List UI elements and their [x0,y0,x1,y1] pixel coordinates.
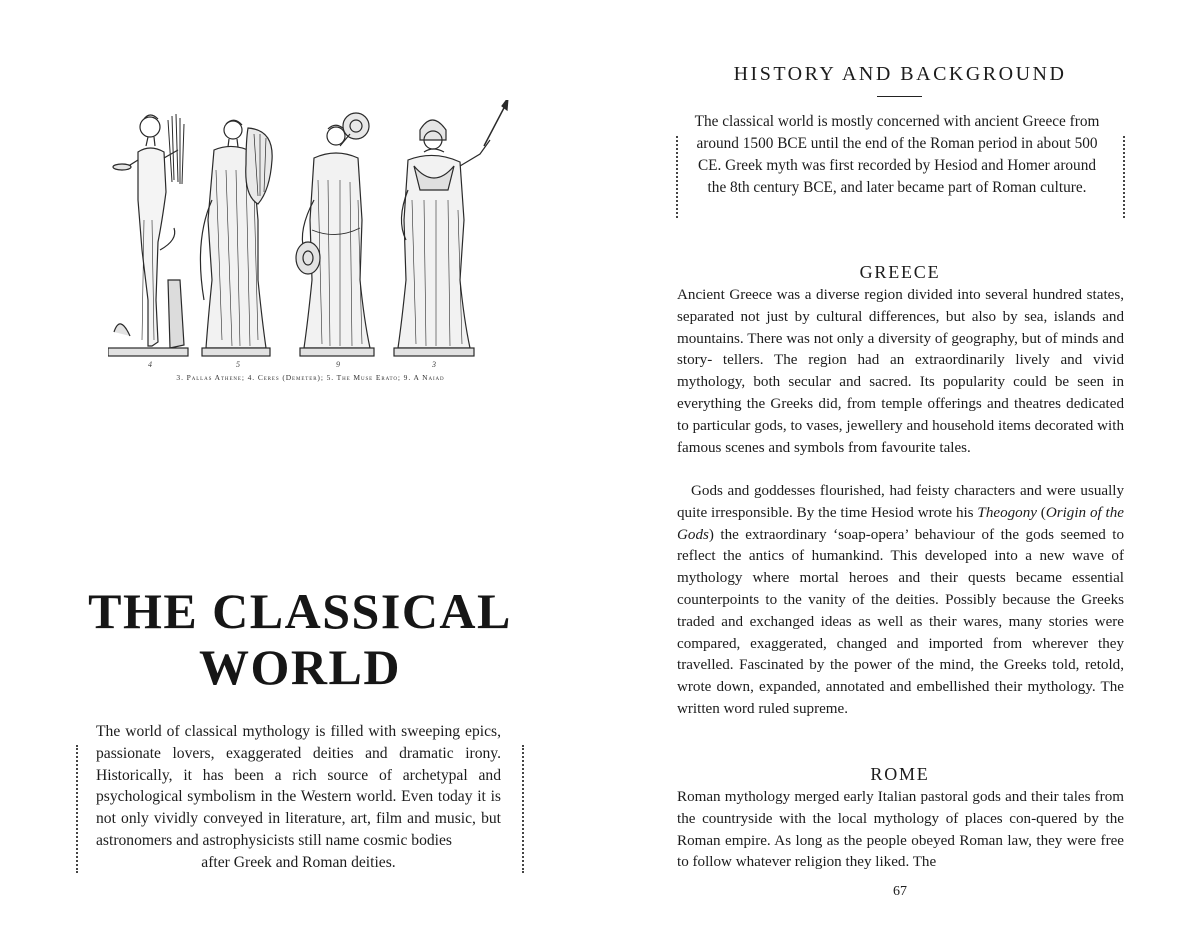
paragraph-text: Gods and goddesses flourished, had feisty characters and were usually quite irresponsible. By the time Hesiod wrote his [677,483,1124,521]
ceres-statue [296,113,370,348]
heading-rule [877,96,922,97]
figure-number: 3 [432,360,436,369]
muse-erato-statue [200,120,272,348]
book-title-translation: Origin of the Gods [677,504,1124,543]
figure-number: 4 [148,360,152,369]
page-number: 67 [893,884,907,899]
chapter-intro-text: The world of classical mythology is filled with sweeping epics, passionate lovers, exaggerated deities and dramatic irony. Historically, it has been a rich source of archetypal and psychological symbolism in the Western world. Even today it is not only vividly conveyed in literature, art, film and music, but astronomers and astrophysicists still name cosmic bodies [96,723,501,849]
section-intro-paragraph: The classical world is mostly concerned with ancient Greece from around 1500 BCE until the end of the Roman period in about 500 CE. Greek myth was first recorded by Hesiod and Homer around the 8th century BCE, and later became part of Roman culture. [694,113,1100,196]
figure-number: 9 [336,360,340,369]
figure-caption: 3. Pallas Athene; 4. Ceres (Demeter); 5. The Muse Erato; 9. A Naiad [176,373,445,382]
chapter-title-line: WORLD [199,639,401,695]
dotted-rule-right [1123,136,1125,218]
chapter-intro-last-line: after Greek and Roman deities. [201,853,396,871]
section-heading: HISTORY AND BACKGROUND [733,63,1067,85]
classical-statues-illustration [108,100,513,370]
chapter-title-line: THE CLASSICAL [88,583,512,639]
statue-base [202,348,270,356]
greece-paragraph-1: Ancient Greece was a diverse region divided into several hundred states, separated not just by cultural differences, but also by sea, islands and mountains. There was not only a diversity of geography, but of minds and story- tellers. The region had an extraordinarily lively and vivid mythology, both secular and sacred. Its popularity could be seen in everything the Greeks did, from temple offerings and theatres dedicated to particular gods, to vases, jewellery and household items decorated with famous scenes and symbols from favourite tales. [677,287,1124,456]
statue-base [300,348,374,356]
chapter-title [60,583,540,695]
pallas-athene-statue [398,100,508,348]
rome-paragraph-1: Roman mythology merged early Italian pastoral gods and their tales from the countryside with the local mythology of places con-quered by the Roman empire. As long as the people obeyed Roman law, they were free to follow whatever religion they liked. The [677,789,1124,871]
paragraph-text: ) the extraordinary ‘soap-opera’ behaviour of the gods seemed to reflect the antics of humankind. This developed into a new wave of mythology where mortal heroes and their quests became essential counterpoints to the vanity of the deities. Possibly because the Greeks traded and exchanged ideas as well as their wares, many stories were compared, exaggerated, changed and imported from wherever they travelled. Fascinated by the power of the mind, the Greeks told, retold, wrote down, expanded, annotated and embellished their mythology. The written word ruled supreme. [677,526,1124,717]
paragraph-text: ( [1036,504,1046,521]
greece-paragraph-2 [677,481,1124,721]
rome-heading: ROME [870,764,930,784]
book-title-theogony: Theogony [977,504,1037,521]
figure-number: 5 [236,360,240,369]
statue-base [108,348,188,356]
greece-heading: GREECE [859,262,941,282]
dotted-rule-right [522,745,524,873]
dotted-rule-left [76,745,78,873]
chapter-intro-paragraph [96,721,501,874]
dotted-rule-left [676,136,678,218]
statue-base [394,348,474,356]
naiad-statue [113,114,184,348]
